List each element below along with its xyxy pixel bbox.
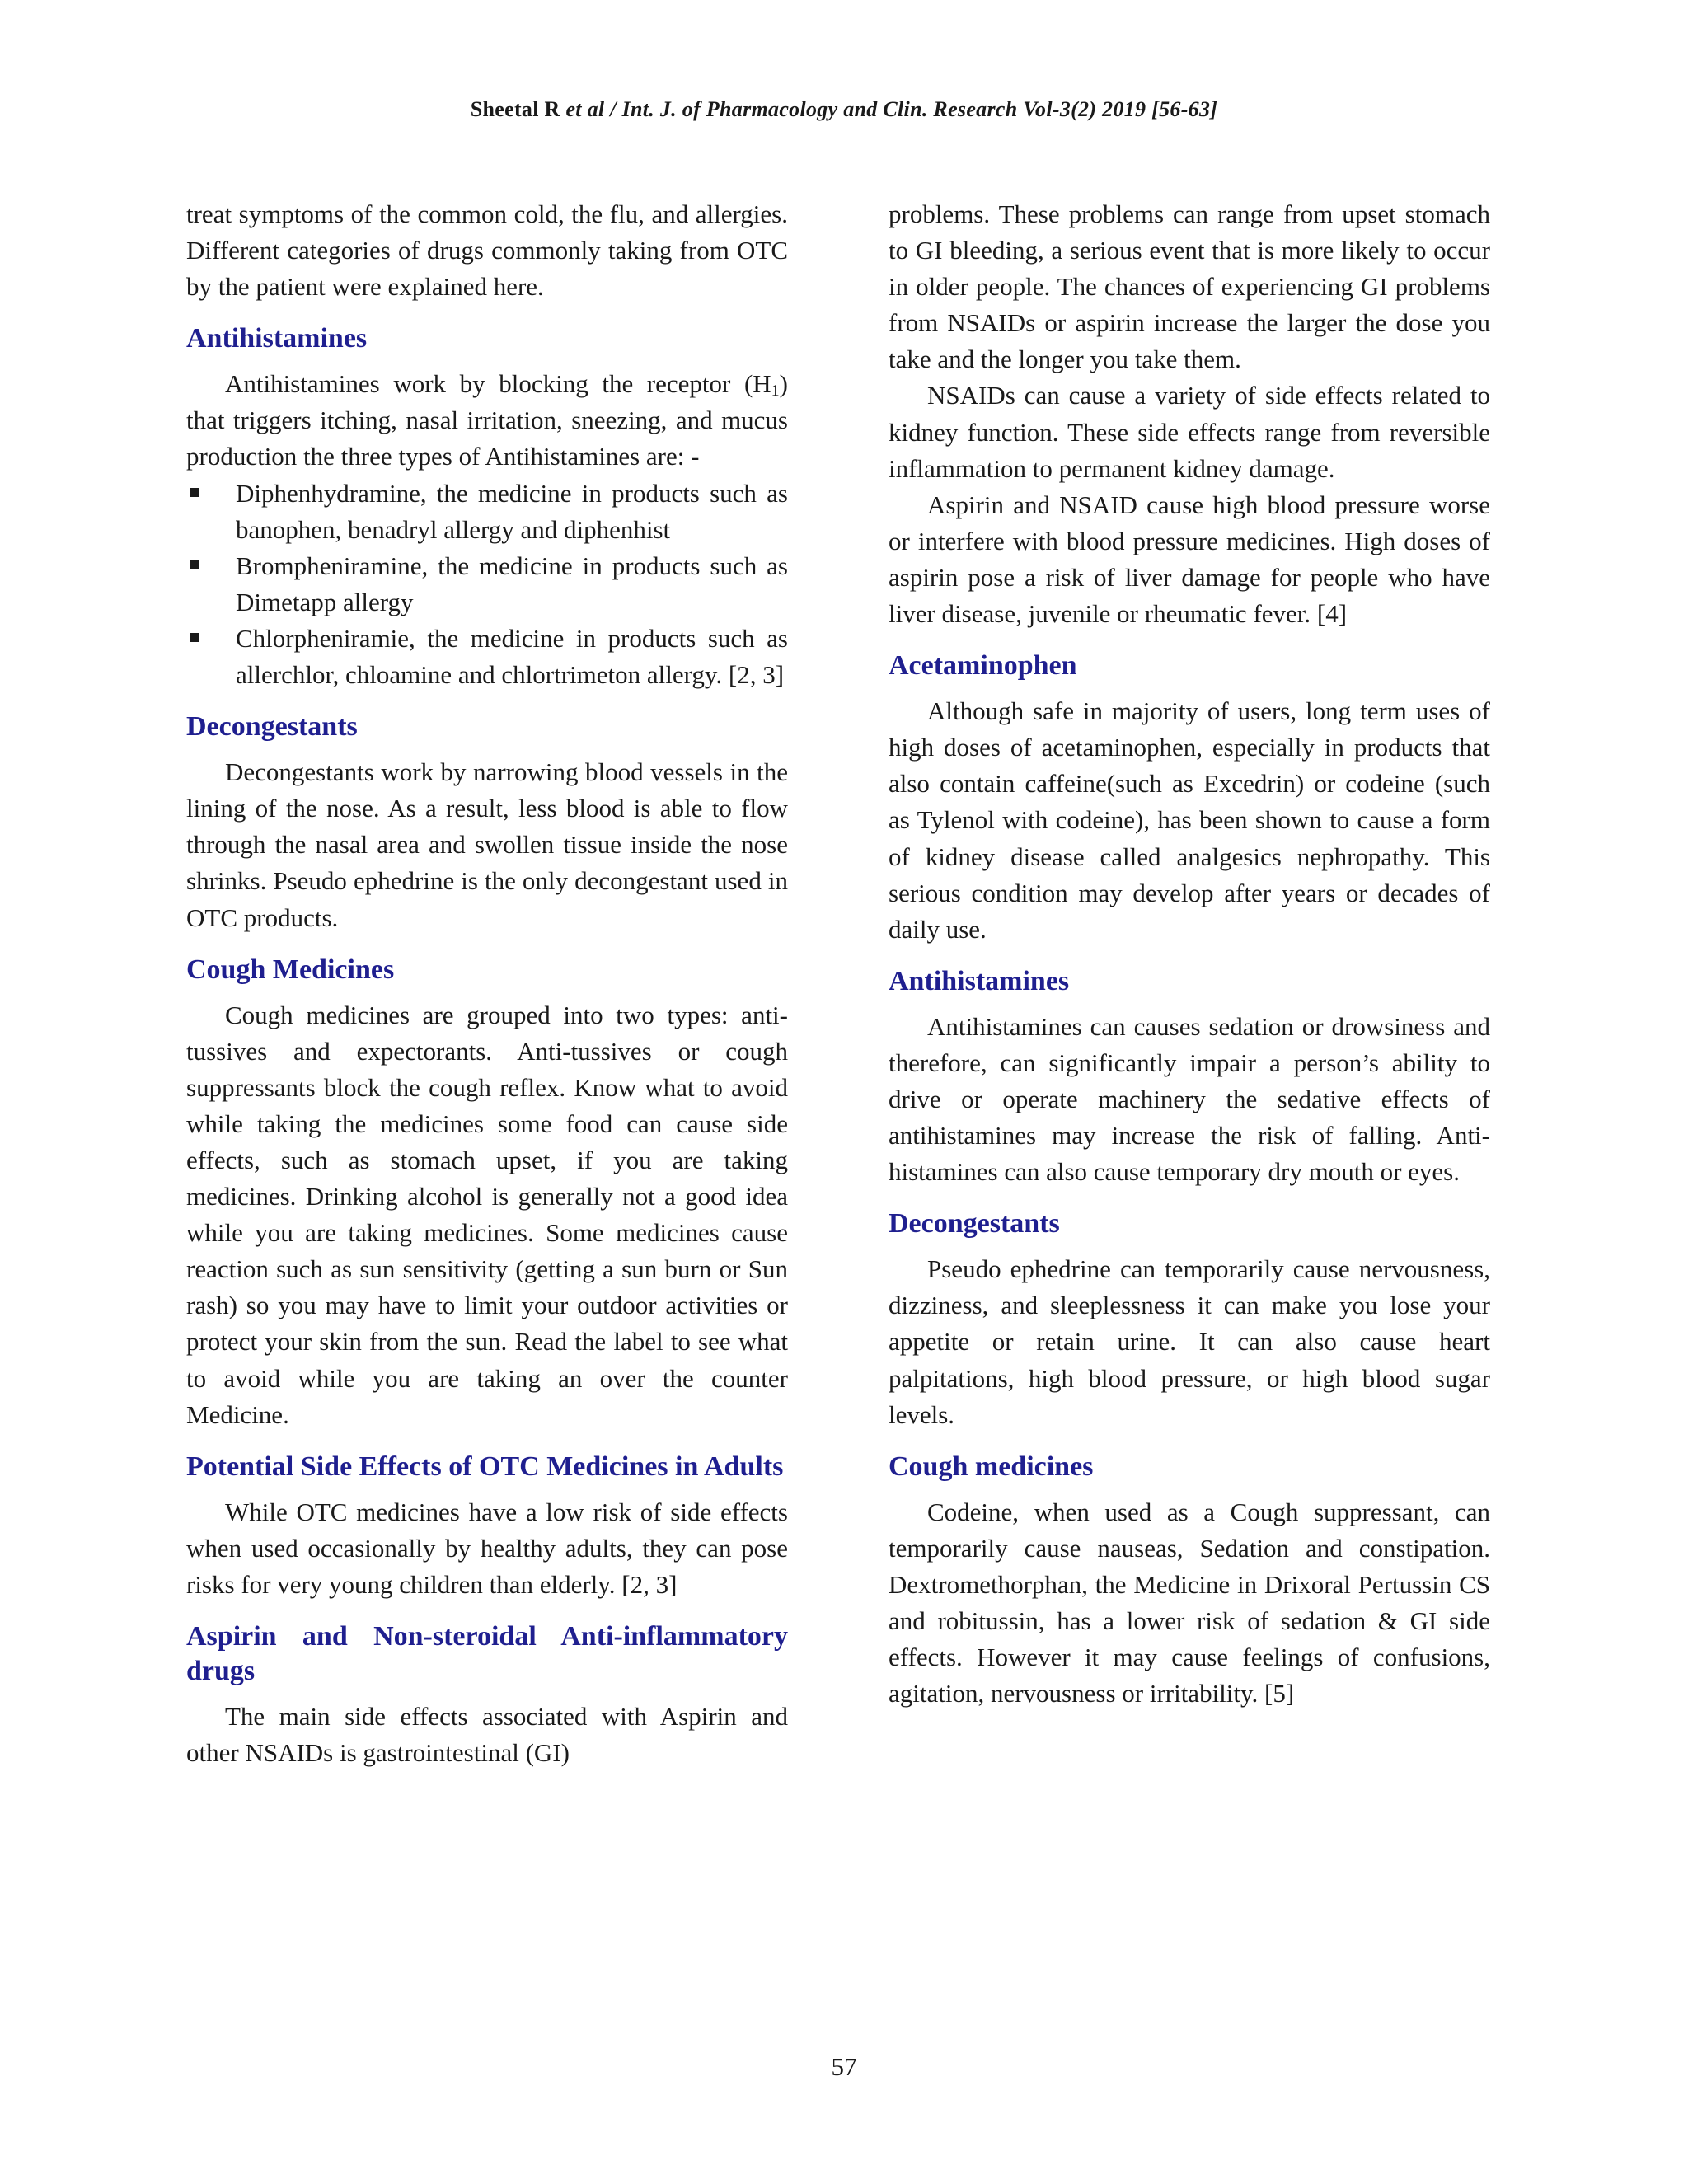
cough-paragraph: Cough medicines are grouped into two types: anti-tussives and expectorants. Anti-tussives or cough suppressants block the cough reflex. Know what to avoid while taking the medicines some food can cause side effects, such as stomach upset, if you are taking medicines. Drinking alcohol is generally not a good idea while you are taking medicines. Some medicines cause reaction such as sun sensitivity (getting a sun burn or Sun rash) so you may have to limit your outdoor activities or protect your skin from the sun. Read the label to see what to avoid while you are taking an over the counter Medicine.: [186, 1000, 788, 1429]
antihistamines-text-a: Antihistamines work by blocking the receptor (H: [225, 369, 771, 399]
list-item-text: Diphenhydramine, the medicine in products such as banophen, benadryl allergy and diphenhist: [236, 478, 788, 544]
antihistamines-paragraph: [186, 366, 788, 475]
acetaminophen-paragraph: Although safe in majority of users, long term uses of high doses of acetaminophen, especially in products that also contain caffeine(such as Excedrin) or codeine (such as Tylenol with codeine), has been shown to cause a form of kidney disease called analgesics nephropathy. This serious condition may develop after years or decades of daily use.: [889, 696, 1490, 944]
aspirin-bp-paragraph: Aspirin and NSAID cause high blood pressure worse or interfere with blood pressure medicines. High doses of aspirin pose a risk of liver damage for people who have liver disease, juvenile or rheumatic fever. [4]: [889, 490, 1490, 629]
intro-paragraph: treat symptoms of the common cold, the flu, and allergies. Different categories of drugs commonly taking from OTC by the patient were explained here.: [186, 199, 788, 302]
header-journal: / Int. J. of Pharmacology and Clin. Research Vol-3(2) 2019 [56-63]: [610, 97, 1218, 121]
right-column: [889, 196, 1490, 1712]
gi-continuation-paragraph: problems. These problems can range from upset stomach to GI bleeding, a serious event that is more likely to occur in older people. The chances of experiencing GI problems from NSAIDs or aspirin increase the larger the dose you take and the longer you take them.: [889, 199, 1490, 374]
section-heading-cough-effects: Cough medicines: [889, 1451, 1094, 1482]
aspirin-paragraph: The main side effects associated with Aspirin and other NSAIDs is gastrointestinal (GI): [186, 1702, 788, 1768]
header-author: Sheetal R: [470, 97, 560, 121]
header-etal: et al: [565, 97, 605, 121]
antihistamine-list: [186, 476, 788, 694]
section-heading-decongestants: Decongestants: [186, 711, 358, 743]
decongestants-effects-paragraph: Pseudo ephedrine can temporarily cause nervousness, dizziness, and sleeplessness it can make you lose your appetite or retain urine. It can also cause heart palpitations, high blood pressure, or high blood sugar levels.: [889, 1254, 1490, 1429]
cough-effects-paragraph: Codeine, when used as a Cough suppressant, can temporarily cause nauseas, Sedation and constipation. Dextromethorphan, the Medicine in Drixoral Pertussin CS and robitussin, has a lower risk of sedation & GI side effects. However it may cause feelings of confusions, agitation, nervousness or irritability. [5]: [889, 1497, 1490, 1708]
left-column: [186, 196, 788, 1771]
antihistamines-effects-paragraph: Antihistamines can causes sedation or drowsiness and therefore, can significantly impair a person’s ability to drive or operate machinery the sedative effects of antihistamines may increase the risk of falling. Anti-histamines can also cause temporary dry mouth or eyes.: [889, 1011, 1490, 1187]
running-header: [0, 97, 1688, 122]
section-heading-decongestants-effects: Decongestants: [889, 1208, 1060, 1240]
section-heading-side-effects: Potential Side Effects of OTC Medicines in Adults: [186, 1451, 784, 1482]
section-heading-antihistamines: Antihistamines: [186, 323, 368, 354]
square-bullet-icon: [190, 488, 199, 497]
section-heading-aspirin-nsaids: Aspirin and Non-steroidal Anti-inflammatory drugs: [186, 1621, 788, 1686]
list-item-text: Chlorpheniramie, the medicine in products such as allerchlor, chloamine and chlortrimeton allergy. [2, 3]: [236, 623, 788, 690]
square-bullet-icon: [190, 633, 199, 642]
list-item: [186, 621, 788, 693]
square-bullet-icon: [190, 560, 199, 569]
h1-subscript: 1: [771, 382, 780, 401]
list-item: [186, 476, 788, 548]
section-heading-antihistamines-effects: Antihistamines: [889, 965, 1070, 996]
decongestants-paragraph: Decongestants work by narrowing blood vessels in the lining of the nose. As a result, less blood is able to flow through the nasal area and swollen tissue inside the nose shrinks. Pseudo ephedrine is the only decongestant used in OTC products.: [186, 757, 788, 932]
antihistamines-text-b: ) that triggers itching, nasal irritation, sneezing, and mucus production the three types of Antihistamines are: -: [186, 369, 788, 471]
side-effects-paragraph: While OTC medicines have a low risk of side effects when used occasionally by healthy adults, they can pose risks for very young children than elderly. [2, 3]: [186, 1497, 788, 1599]
section-heading-cough-medicines: Cough Medicines: [186, 954, 395, 985]
list-item: [186, 548, 788, 621]
section-heading-acetaminophen: Acetaminophen: [889, 650, 1077, 682]
page-number: 57: [831, 2052, 857, 2081]
nsaids-kidney-paragraph: NSAIDs can cause a variety of side effects related to kidney function. These side effects range from reversible inflammation to permanent kidney damage.: [889, 381, 1490, 483]
list-item-text: Brompheniramine, the medicine in products such as Dimetapp allergy: [236, 551, 788, 616]
